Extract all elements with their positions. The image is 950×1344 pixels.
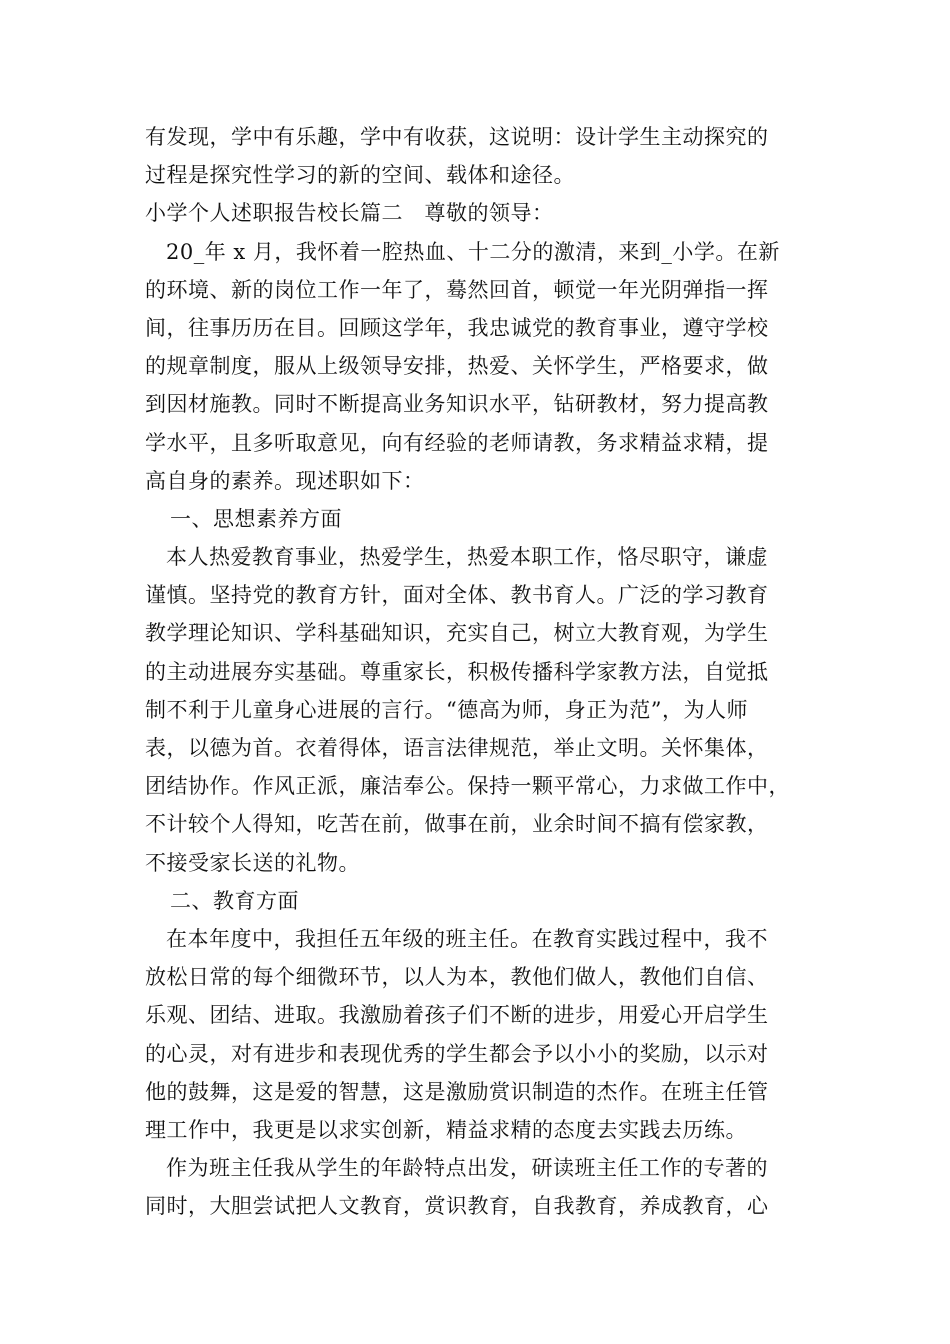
paragraph-first-line: 20_年 x 月，我怀着一腔热血、十二分的激清，来到_小学。在新 xyxy=(166,239,780,264)
text-line: 的主动进展夯实基础。尊重家长，积极传播科学家教方法，自觉抵 xyxy=(145,659,769,684)
text-line: 学水平，且多听取意见，向有经验的老师请教，务求精益求精，提 xyxy=(145,430,769,455)
paragraph-first-line: 本人热爱教育事业，热爱学生，热爱本职工作，恪尽职守，谦虚 xyxy=(166,545,768,570)
text-line: 同时，大胆尝试把人文教育，赏识教育，自我教育，养成教育，心 xyxy=(145,1194,769,1219)
text-line: 不计较个人得知，吃苦在前，做事在前，业余时间不搞有偿家教， xyxy=(145,812,769,837)
text-line: 间，往事历历在目。回顾这学年，我忠诚党的教育事业，遵守学校 xyxy=(145,315,769,340)
subheading-thought: 一、思想素养方面 xyxy=(170,506,342,531)
text-line: 放松日常的每个细微环节，以人为本，教他们做人，教他们自信、 xyxy=(145,965,769,990)
text-line: 制不利于儿童身心进展的言行。“德高为师，身正为范”，为人师 xyxy=(145,697,748,722)
text-line: 的环境、新的岗位工作一年了，蓦然回首，顿觉一年光阴弹指一挥 xyxy=(145,277,769,302)
text-line: 谨慎。坚持党的教育方针，面对全体、教书育人。广泛的学习教育 xyxy=(145,583,769,608)
text-line: 乐观、团结、进取。我激励着孩子们不断的进步，用爱心开启学生 xyxy=(145,1003,769,1028)
text-line: 高自身的素养。现述职如下： xyxy=(145,468,425,493)
paragraph-first-line: 作为班主任我从学生的年龄特点出发，研读班主任工作的专著的 xyxy=(166,1156,768,1181)
text-line: 的心灵，对有进步和表现优秀的学生都会予以小小的奖励，以示对 xyxy=(145,1041,769,1066)
text-line: 教学理论知识、学科基础知识，充实自己，树立大教育观，为学生 xyxy=(145,621,769,646)
text-line: 他的鼓舞，这是爱的智慧，这是激励赏识制造的杰作。在班主任管 xyxy=(145,1079,769,1104)
text-line: 理工作中，我更是以求实创新，精益求精的态度去实践去历练。 xyxy=(145,1117,747,1142)
paragraph-first-line: 在本年度中，我担任五年级的班主任。在教育实践过程中，我不 xyxy=(166,926,768,951)
section-heading-line: 小学个人述职报告校长篇二 尊敬的领导： xyxy=(145,201,554,226)
subheading-education: 二、教育方面 xyxy=(170,888,299,913)
document-page xyxy=(145,118,815,1225)
text-line: 有发现，学中有乐趣，学中有收获，这说明：设计学生主动探究的 xyxy=(145,125,769,149)
text-line: 过程是探究性学习的新的空间、载体和途径。 xyxy=(145,163,575,188)
text-line: 团结协作。作风正派，廉洁奉公。保持一颗平常心，力求做工作中， xyxy=(145,774,790,799)
text-line: 不接受家长送的礼物。 xyxy=(145,850,360,875)
text-line: 的规章制度，服从上级领导安排，热爱、关怀学生，严格要求，做 xyxy=(145,354,769,379)
text-line: 到因材施教。同时不断提高业务知识水平，钻研教材，努力提高教 xyxy=(145,392,769,417)
text-line: 表，以德为首。衣着得体，语言法律规范，举止文明。关怀集体， xyxy=(145,736,769,760)
